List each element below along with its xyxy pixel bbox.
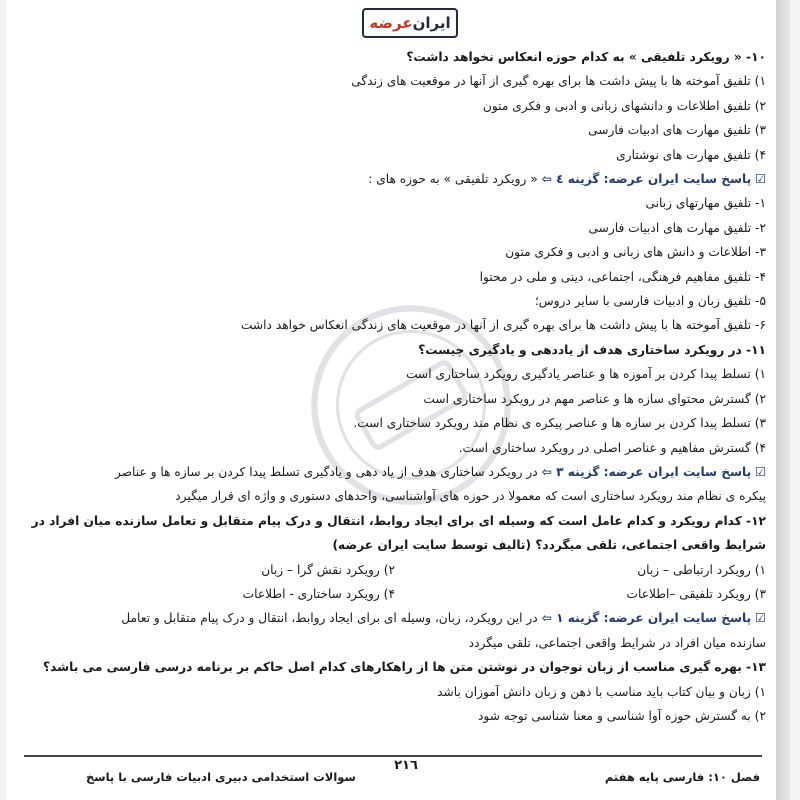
q10-answer [24,167,766,191]
q12-option-1: ۱) رویکرد ارتباطی – زبان [637,562,766,577]
q10-option-4: ۴) تلفیق مهارت های نوشتاری [616,147,766,162]
logo-text-b: عرضه [369,14,413,32]
q11-answer-line-2: پیکره ی نظام مند رویکرد ساختاری است که معمولا در حوزه های آواشناسی، واحدهای دستوری و واژه ای قرار میگیرد [175,489,766,504]
q10-point-3: ۳- اطلاعات و دانش های زبانی و ادبی و فکری متون [505,245,766,260]
book-title: سوالات استخدامی دبیری ادبیات فارسی با پاسخ [86,770,356,784]
q10-option-2: ۲) تلفیق اطلاعات و دانشهای زبانی و ادبی و فکری متون [482,98,766,113]
q12-answer-line-2: سازنده میان افراد در شرایط واقعی اجتماعی، تلقی میگردد [468,635,766,650]
q12-answer [24,606,766,630]
q10-option-1: ۱) تلفیق آموخته ها با پیش داشت ها برای بهره گیری از آنها در موقعیت های زندگی [351,74,766,89]
q11-option-2: ۲) گسترش محتوای سازه ها و عناصر مهم در رویکرد ساختاری است [423,391,766,406]
logo-text-a: ایران [412,14,451,32]
q11-answer-line-1: در رویکرد ساختاری هدف از یاد دهی و یادگیری تسلط پیدا کردن بر سازه ها و عناصر [114,464,538,479]
q10-point-2: ۲- تلفیق مهارت های ادبیات فارسی [588,220,766,235]
q12-option-4: ۴) رویکرد ساختاری - اطلاعات [242,586,395,601]
page-number: ٢١٦ [394,758,418,773]
q12-option-3: ۳) رویکرد تلفیقی –اطلاعات [626,586,766,601]
q12-options-row-1 [24,558,766,582]
q11-option-3: ۳) تسلط پیدا کردن بر سازه ها و عناصر پیکره ی نظام مند رویکرد ساختاری است. [353,416,766,431]
q10-option-3: ۳) تلفیق مهارت های ادبیات فارسی [588,123,766,138]
q11-option-1: ۱) تسلط پیدا کردن بر آموزه ها و عناصر یادگیری رویکرد ساختاری است [406,367,766,382]
page-edge-bar [776,0,790,800]
q10-answer-label: پاسخ سایت ایران عرضه: گزینه ٤ ⇦ [541,172,752,187]
q13-option-1: ۱) زبان و بیان کتاب باید مناسب با ذهن و زبان دانش آموزان باشد [437,684,766,699]
q12-title-line-2: شرایط واقعی اجتماعی، تلقی میگردد؟ (تالیف توسط سایت ایران عرضه) [332,538,766,553]
q12-option-2: ۲) رویکرد نقش گرا – زبان [261,562,395,577]
question-content [24,45,766,735]
q10-point-4: ۴- تلفیق مفاهیم فرهنگی، اجتماعی، دینی و ملی در محتوا [479,269,766,284]
chapter-title: فصل ١٠: فارسی پایه هفتم [604,770,760,784]
q10-title: ۱۰- « رویکرد تلفیقی » به کدام حوزه انعکاس نخواهد داشت؟ [406,50,766,64]
checkbox-icon: ☑ [755,611,766,626]
q12-options-row-2 [24,582,766,606]
q12-answer-line-1: در این رویکرد، زبان، وسیله ای برای ایجاد روابط، انتقال و درک پیام متقابل و تعامل [121,611,538,626]
q11-answer [24,460,766,484]
q11-answer-label: پاسخ سایت ایران عرضه: گزینه ۳ ⇦ [541,464,752,479]
site-logo [362,8,458,38]
q10-answer-text: « رویکرد تلفیقی » به حوزه های : [368,172,538,187]
q13-option-2: ۲) به گسترش حوزه آوا شناسی و معنا شناسی توجه شود [477,708,766,723]
q11-title: ۱۱- در رویکرد ساختاری هدف از یاددهی و یادگیری چیست؟ [418,342,766,357]
checkbox-icon: ☑ [755,464,766,479]
q10-point-6: ۶- تلفیق آموخته ها با پیش داشت ها برای بهره گیری از آنها در موقعیت های زندگی انعکاس خواهد داشت [240,318,766,333]
q10-point-5: ۵- تلفیق زبان و ادبیات فارسی با سایر دروس؛ [534,294,766,309]
footer-divider [24,755,762,757]
q10-point-1: ۱- تلفیق مهارتهای زبانی [645,196,766,211]
checkbox-icon: ☑ [755,172,766,187]
q12-answer-label: پاسخ سایت ایران عرضه: گزینه ۱ ⇦ [541,611,752,626]
q11-option-4: ۴) گسترش مفاهیم و عناصر اصلی در رویکرد ساختاری است. [458,440,766,455]
q13-title: ۱۳- بهره گیری مناسب از زبان نوجوان در نوشتن متن ها از راهکارهای کدام اصل حاکم بر برنامه درسی فارسی می باشد؟ [43,660,766,675]
page [6,0,790,800]
q12-title-line-1: ۱۲- کدام رویکرد و کدام عامل است که وسیله ای برای ایجاد روابط، انتقال و درک پیام متقابل و تعامل سازنده میان افراد در [31,513,766,528]
